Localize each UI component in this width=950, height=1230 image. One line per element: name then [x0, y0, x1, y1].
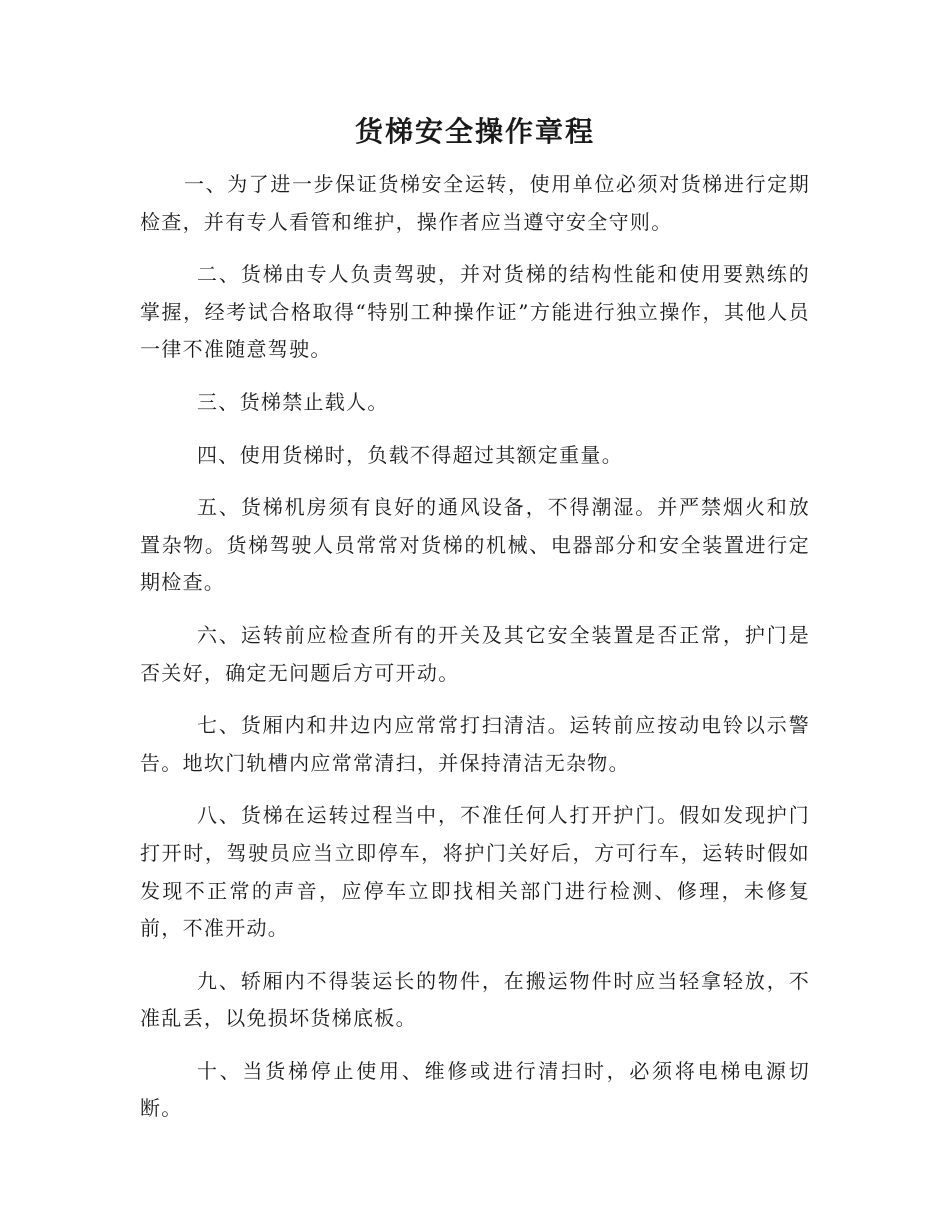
paragraph-4: 四、使用货梯时，负载不得超过其额定重量。 [197, 442, 623, 467]
paragraph-5: 五、货梯机房须有良好的通风设备，不得潮湿。并严禁烟火和放置杂物。货梯驾驶人员常常对货梯的机械、电器部分和安全装置进行定期检查。 [140, 495, 810, 595]
paragraph-7: 七、货厢内和井边内应常常打扫清洁。运转前应按动电铃以示警告。地坎门轨槽内应常常清扫，并保持清洁无杂物。 [140, 713, 810, 775]
paragraph-3: 三、货梯禁止载人。 [197, 389, 389, 414]
paragraph-2: 二、货梯由专人负责驾驶，并对货梯的结构性能和使用要熟练的掌握，经考试合格取得“特别工种操作证”方能进行独立操作，其他人员一律不准随意驾驶。 [140, 262, 810, 362]
paragraph-6: 六、运转前应检查所有的开关及其它安全装置是否正常，护门是否关好，确定无问题后方可开动。 [140, 622, 810, 685]
paragraph-8: 八、货梯在运转过程当中，不准任何人打开护门。假如发现护门打开时，驾驶员应当立即停车，将护门关好后，方可行车，运转时假如发现不正常的声音，应停车立即找相关部门进行检测、修理，未修复前，不准开动。 [140, 803, 810, 941]
paragraph-1: 一、为了进一步保证货梯安全运转，使用单位必须对货梯进行定期检查，并有专人看管和维护，操作者应当遵守安全守则。 [140, 172, 810, 234]
paragraph-9: 九、轿厢内不得装运长的物件，在搬运物件时应当轻拿轻放，不准乱丢，以免损坏货梯底板。 [140, 968, 810, 1031]
document-title: 货梯安全操作章程 [354, 115, 595, 148]
paragraph-10: 十、当货梯停止使用、维修或进行清扫时，必须将电梯电源切断。 [140, 1058, 810, 1121]
